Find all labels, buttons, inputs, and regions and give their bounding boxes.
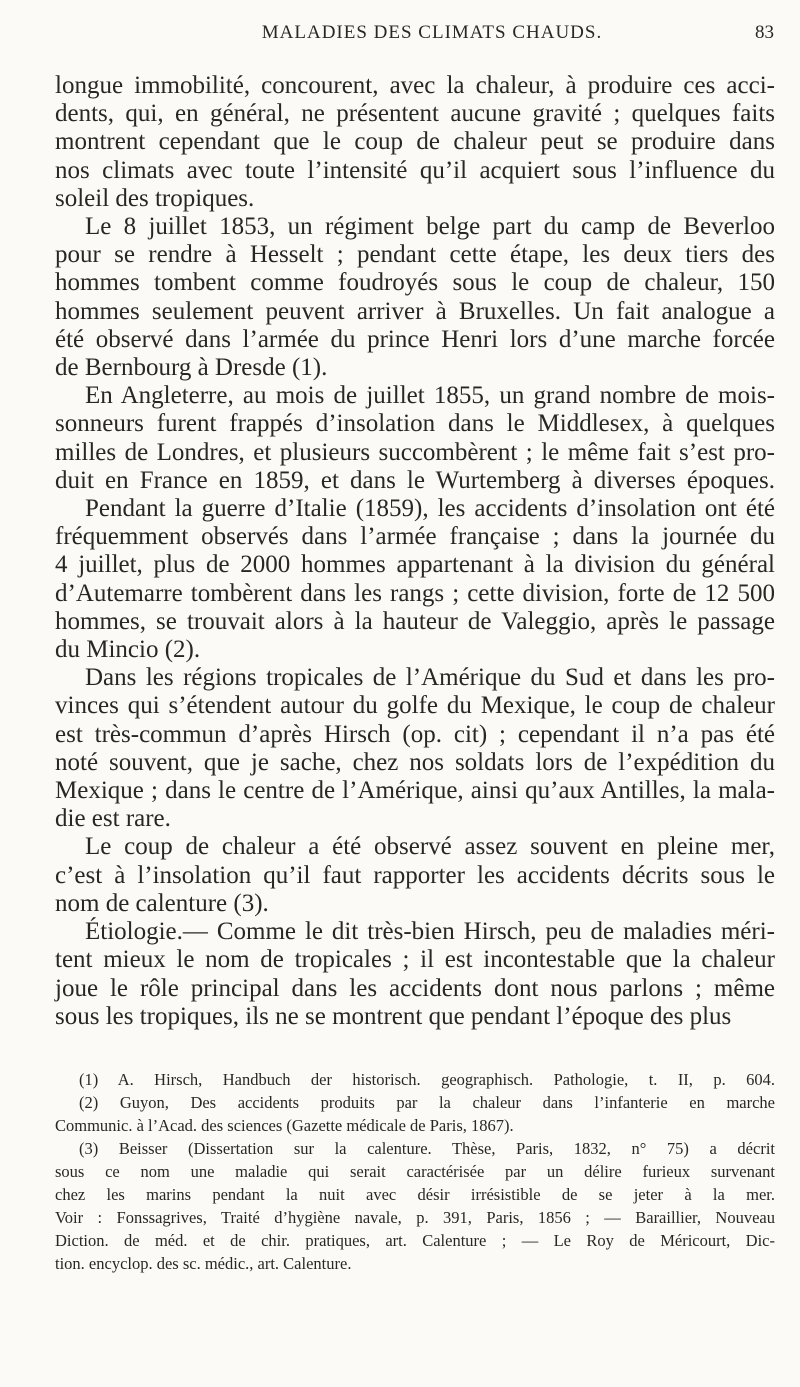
text-line: montrent cependant que le coup de chaleur peut se produire dans [55, 128, 775, 156]
text-line: Mexique ; dans le centre de l’Amérique, ainsi qu’aux Antilles, la mala- [55, 777, 775, 805]
text-line: nos climats avec toute l’intensité qu’il acquiert sous l’influence du [55, 156, 775, 184]
footnote-line: chez les marins pendant la nuit avec désir irrésistible de se jeter à la mer. [55, 1185, 775, 1204]
text-line: nom de calenture (3). [55, 889, 269, 917]
running-title: MALADIES DES CLIMATS CHAUDS. [261, 22, 603, 43]
text-line: Le 8 juillet 1853, un régiment belge part du camp de Beverloo [85, 213, 775, 241]
text-line: d’Autemarre tombèrent dans les rangs ; cette division, forte de 12 500 [55, 579, 775, 607]
text-line: milles de Londres, et plusieurs succombèrent ; le même fait s’est pro- [55, 438, 775, 466]
text-line: En Angleterre, au mois de juillet 1855, un grand nombre de mois- [85, 382, 775, 410]
text-line: tent mieux le nom de tropicales ; il est incontestable que la chaleur [55, 946, 775, 974]
text-line: de Bernbourg à Dresde (1). [55, 354, 328, 382]
text-line: du Mincio (2). [55, 636, 201, 664]
footnotes [55, 1068, 775, 1275]
text-line: joue le rôle principal dans les accidents dont nous parlons ; même [55, 974, 775, 1002]
footnote-line: (1) A. Hirsch, Handbuch der historisch. geographisch. Pathologie, t. II, p. 604. [79, 1070, 775, 1089]
text-line: duit en France en 1859, et dans le Wurtemberg à diverses époques. [55, 466, 775, 494]
text-line: fréquemment observés dans l’armée française ; dans la journée du [55, 523, 775, 551]
text-line: longue immobilité, concourent, avec la chaleur, à produire ces acci- [55, 72, 775, 99]
text-line: hommes tombent comme foudroyés sous le coup de chaleur, 150 [55, 269, 775, 297]
footnote-line: tion. encyclop. des sc. médic., art. Calenture. [55, 1254, 352, 1273]
footnote-line: sous ce nom une maladie qui serait caractérisée par un délire furieux survenant [55, 1162, 775, 1181]
text-line: Le coup de chaleur a été observé assez souvent en pleine mer, [85, 833, 775, 861]
text-line: soleil des tropiques. [55, 184, 255, 212]
text-line: Pendant la guerre d’Italie (1859), les accidents d’insolation ont été [85, 495, 775, 523]
text-line: die est rare. [55, 805, 171, 833]
text-line: 4 juillet, plus de 2000 hommes appartenant à la division du général [55, 551, 775, 579]
footnote-line: (3) Beisser (Dissertation sur la calenture. Thèse, Paris, 1832, n° 75) a décrit [79, 1139, 775, 1158]
text-line: Dans les régions tropicales de l’Amérique du Sud et dans les pro- [85, 664, 775, 692]
text-line: vinces qui s’étendent autour du golfe du Mexique, le coup de chaleur [55, 692, 775, 720]
footnote-line: Diction. de méd. et de chir. pratiques, art. Calenture ; — Le Roy de Méricourt, Dic- [55, 1231, 775, 1250]
footnote-line: Communic. à l’Acad. des sciences (Gazette médicale de Paris, 1867). [55, 1116, 514, 1135]
text-line: noté souvent, que je sache, chez nos soldats lors de l’expédition du [55, 748, 775, 776]
text-line: sonneurs furent frappés d’insolation dans le Middlesex, à quelques [55, 410, 775, 438]
footnote-line: Voir : Fonssagrives, Traité d’hygiène navale, p. 391, Paris, 1856 ; — Baraillier, Nouveau [55, 1208, 775, 1227]
page-number: 83 [755, 22, 774, 43]
text-line: sous les tropiques, ils ne se montrent que pendant l’époque des plus [55, 1002, 732, 1030]
text-line: hommes, se trouvait alors à la hauteur de Valeggio, après le passage [55, 607, 775, 635]
text-line: été observé dans l’armée du prince Henri lors d’une marche forcée [55, 325, 775, 353]
text-line: hommes seulement peuvent arriver à Bruxelles. Un fait analogue a [55, 297, 775, 325]
body-text [55, 72, 775, 1031]
text-line: pour se rendre à Hesselt ; pendant cette étape, les deux tiers des [55, 241, 775, 269]
text-line: Étiologie.— Comme le dit très-bien Hirsch, peu de maladies méri- [85, 918, 775, 946]
footnote-line: (2) Guyon, Des accidents produits par la chaleur dans l’infanterie en marche [79, 1093, 775, 1112]
text-line: c’est à l’insolation qu’il faut rapporter les accidents décrits sous le [55, 861, 775, 889]
text-line: dents, qui, en général, ne présentent aucune gravité ; quelques faits [55, 100, 775, 128]
page-header [90, 22, 774, 52]
text-line: est très-commun d’après Hirsch (op. cit) ; cependant il n’a pas été [55, 720, 775, 748]
